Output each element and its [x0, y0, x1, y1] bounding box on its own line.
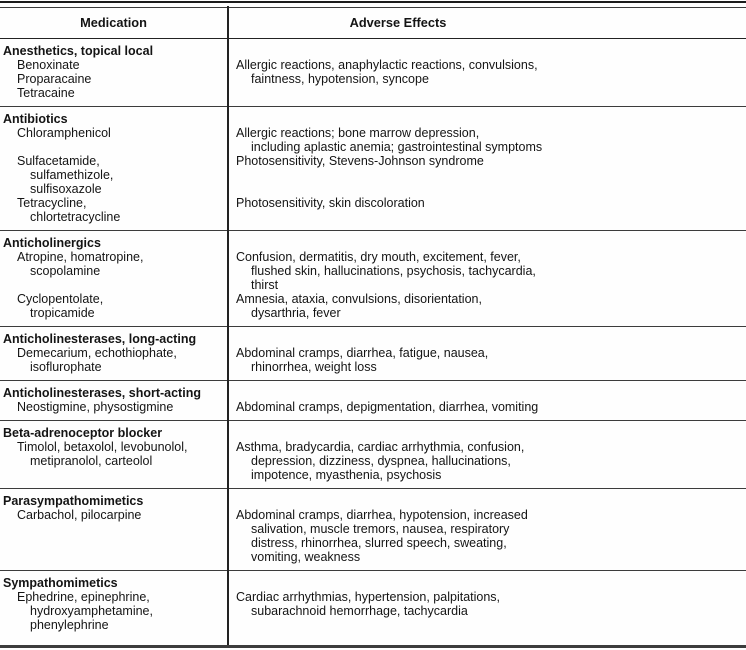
table-header-row — [0, 7, 746, 39]
adverse-effect-line: Abdominal cramps, diarrhea, hypotension, increased — [236, 508, 528, 522]
adverse-effect-line: flushed skin, hallucinations, psychosis, tachycardia, — [251, 264, 536, 278]
adverse-effect-line: salivation, muscle tremors, nausea, respiratory — [251, 522, 510, 536]
medication-cell — [0, 400, 227, 414]
adverse-effects-cell — [227, 590, 746, 632]
group-title: Anticholinergics — [3, 236, 101, 250]
medication-line: Chloramphenicol — [17, 126, 111, 140]
medication-line: sulfamethizole, — [30, 168, 114, 182]
adverse-effect-line: Confusion, dermatitis, dry mouth, excitement, fever, — [236, 250, 521, 264]
medication-cell — [0, 196, 227, 224]
medication-line: isoflurophate — [30, 360, 102, 374]
adverse-effect-line: faintness, hypotension, syncope — [251, 72, 429, 86]
table-row — [0, 590, 746, 632]
table-row — [0, 508, 746, 564]
adverse-effect-line: subarachnoid hemorrhage, tachycardia — [251, 604, 468, 618]
medication-line: scopolamine — [30, 264, 101, 278]
group-title: Parasympathomimetics — [3, 494, 144, 508]
adverse-effect-line: Asthma, bradycardia, cardiac arrhythmia, confusion, — [236, 440, 525, 454]
medication-line: Benoxinate — [17, 58, 80, 72]
medication-cell — [0, 508, 227, 564]
adverse-effect-line: Photosensitivity, Stevens-Johnson syndrome — [236, 154, 484, 168]
adverse-effects-cell — [227, 154, 746, 196]
medication-cell — [0, 590, 227, 632]
adverse-effect-line: vomiting, weakness — [251, 550, 361, 564]
table-row — [0, 346, 746, 374]
adverse-effect-line: Allergic reactions, anaphylactic reactions, convulsions, — [236, 58, 538, 72]
adverse-effect-line: Abdominal cramps, diarrhea, fatigue, nausea, — [236, 346, 489, 360]
medication-line: Ephedrine, epinephrine, — [17, 590, 150, 604]
medication-line: Tetracaine — [17, 86, 75, 100]
adverse-effects-cell — [227, 440, 746, 482]
column-header-adverse-effects: Adverse Effects — [349, 14, 447, 30]
adverse-effect-line: rhinorrhea, weight loss — [251, 360, 377, 374]
top-double-rule — [0, 1, 746, 8]
medication-line: Neostigmine, physostigmine — [17, 400, 174, 414]
medication-cell — [0, 250, 227, 292]
medication-line: Cyclopentolate, — [17, 292, 104, 306]
medication-line: Carbachol, pilocarpine — [17, 508, 142, 522]
adverse-effects-cell — [227, 508, 746, 564]
column-header-medication: Medication — [80, 14, 147, 30]
table-row — [0, 126, 746, 154]
group-title: Antibiotics — [3, 112, 68, 126]
adverse-effect-line: Amnesia, ataxia, convulsions, disorientation, — [236, 292, 482, 306]
adverse-effect-line: impotence, myasthenia, psychosis — [251, 468, 442, 482]
medication-line: hydroxyamphetamine, — [30, 604, 153, 618]
group-title: Beta-adrenoceptor blocker — [3, 426, 163, 440]
adverse-effect-line: thirst — [251, 278, 279, 292]
medication-cell — [0, 126, 227, 154]
medication-line: Proparacaine — [17, 72, 92, 86]
medication-cell — [0, 154, 227, 196]
medication-line: Sulfacetamide, — [17, 154, 100, 168]
medication-group — [0, 326, 746, 380]
adverse-effects-cell — [227, 400, 746, 414]
medication-group — [0, 230, 746, 326]
adverse-effect-line: Photosensitivity, skin discoloration — [236, 196, 425, 210]
medication-cell — [0, 346, 227, 374]
medication-line: tropicamide — [30, 306, 95, 320]
group-title: Anticholinesterases, long-acting — [3, 332, 197, 346]
medication-group — [0, 570, 746, 638]
column-divider-rule — [227, 6, 229, 646]
medication-line: chlortetracycline — [30, 210, 121, 224]
table-row — [0, 58, 746, 100]
medication-cell — [0, 292, 227, 320]
medication-group — [0, 488, 746, 570]
adverse-effects-cell — [227, 250, 746, 292]
table-row — [0, 250, 746, 292]
adverse-effects-cell — [227, 196, 746, 224]
medication-line: Atropine, homatropine, — [17, 250, 144, 264]
table-row — [0, 440, 746, 482]
adverse-effects-cell — [227, 292, 746, 320]
table-row — [0, 154, 746, 196]
adverse-effects-cell — [227, 346, 746, 374]
adverse-effect-line: including aplastic anemia; gastrointestinal symptoms — [251, 140, 543, 154]
medication-line: Tetracycline, — [17, 196, 87, 210]
medication-cell — [0, 440, 227, 482]
adverse-effect-line: Cardiac arrhythmias, hypertension, palpitations, — [236, 590, 501, 604]
medication-line: sulfisoxazole — [30, 182, 102, 196]
table-row — [0, 196, 746, 224]
adverse-effects-cell — [227, 126, 746, 154]
medication-group — [0, 39, 746, 106]
medication-line: Timolol, betaxolol, levobunolol, — [17, 440, 188, 454]
adverse-effects-cell — [227, 58, 746, 100]
table-body — [0, 39, 746, 638]
adverse-effect-line: Abdominal cramps, depigmentation, diarrhea, vomiting — [236, 400, 539, 414]
medication-line: phenylephrine — [30, 618, 109, 632]
group-title: Anticholinesterases, short-acting — [3, 386, 201, 400]
medication-group — [0, 380, 746, 420]
bottom-rule — [0, 645, 746, 648]
table-row — [0, 292, 746, 320]
table-row — [0, 400, 746, 414]
group-title: Anesthetics, topical local — [3, 44, 154, 58]
medication-cell — [0, 58, 227, 100]
medication-line: metipranolol, carteolol — [30, 454, 153, 468]
adverse-effect-line: dysarthria, fever — [251, 306, 341, 320]
adverse-effect-line: depression, dizziness, dyspnea, hallucinations, — [251, 454, 511, 468]
medication-group — [0, 420, 746, 488]
medication-line: Demecarium, echothiophate, — [17, 346, 177, 360]
adverse-effect-line: distress, rhinorrhea, slurred speech, sweating, — [251, 536, 507, 550]
adverse-effect-line: Allergic reactions; bone marrow depression, — [236, 126, 480, 140]
medication-group — [0, 106, 746, 230]
group-title: Sympathomimetics — [3, 576, 118, 590]
